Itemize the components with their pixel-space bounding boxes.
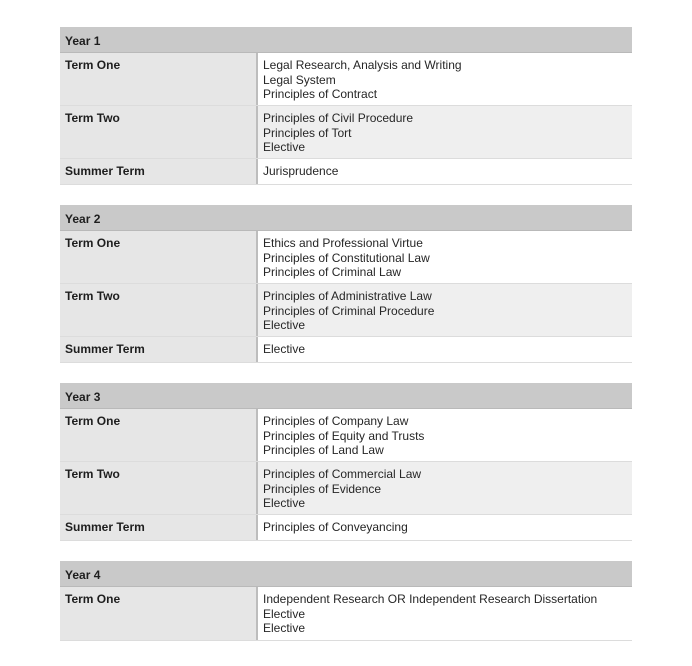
course-item: Elective <box>263 496 306 510</box>
course-item: Principles of Criminal Law <box>263 265 402 279</box>
course-item: Independent Research OR Independent Research Dissertation <box>263 592 598 606</box>
course-item: Principles of Land Law <box>263 443 384 457</box>
course-item: Principles of Company Law <box>263 414 409 428</box>
term-label: Summer Term <box>60 515 258 540</box>
course-item: Principles of Equity and Trusts <box>263 428 425 443</box>
course-item: Elective <box>263 606 306 621</box>
term-label: Term One <box>60 409 258 461</box>
term-row <box>60 159 632 185</box>
course-item: Principles of Criminal Procedure <box>263 303 435 318</box>
year-header: Year 1 <box>60 27 632 53</box>
term-row <box>60 462 632 515</box>
term-label: Term One <box>60 53 258 105</box>
course-list <box>258 53 632 105</box>
term-label: Summer Term <box>60 159 258 184</box>
course-item: Principles of Administrative Law <box>263 289 432 303</box>
course-list <box>258 231 632 283</box>
course-item: Elective <box>263 342 306 356</box>
year-header: Year 3 <box>60 383 632 409</box>
course-list <box>258 409 632 461</box>
course-list <box>258 337 632 362</box>
course-list <box>258 587 632 640</box>
course-list <box>258 159 632 184</box>
course-list <box>258 284 632 336</box>
course-item: Elective <box>263 140 306 154</box>
term-label: Term One <box>60 231 258 283</box>
year-3-table <box>60 383 632 541</box>
term-label: Term Two <box>60 106 258 158</box>
course-item: Principles of Contract <box>263 87 378 101</box>
course-item: Principles of Constitutional Law <box>263 250 430 265</box>
course-list <box>258 515 632 540</box>
course-item: Legal System <box>263 72 336 87</box>
course-list <box>258 106 632 158</box>
year-header: Year 4 <box>60 561 632 587</box>
course-list <box>258 462 632 514</box>
term-row <box>60 106 632 159</box>
year-header: Year 2 <box>60 205 632 231</box>
term-label: Term Two <box>60 284 258 336</box>
term-row <box>60 409 632 462</box>
course-item: Jurisprudence <box>263 164 339 178</box>
term-row <box>60 231 632 284</box>
course-item: Ethics and Professional Virtue <box>263 236 423 250</box>
term-row <box>60 515 632 541</box>
year-1-table <box>60 27 632 185</box>
course-item: Legal Research, Analysis and Writing <box>263 58 462 72</box>
course-item: Principles of Conveyancing <box>263 520 408 534</box>
term-label: Term One <box>60 587 258 640</box>
term-label: Term Two <box>60 462 258 514</box>
term-row <box>60 53 632 106</box>
course-item: Principles of Commercial Law <box>263 467 422 481</box>
year-2-table <box>60 205 632 363</box>
course-item: Principles of Evidence <box>263 481 382 496</box>
term-row <box>60 284 632 337</box>
course-item: Principles of Civil Procedure <box>263 111 414 125</box>
term-label: Summer Term <box>60 337 258 362</box>
year-4-table <box>60 561 632 641</box>
term-row <box>60 337 632 363</box>
term-row <box>60 587 632 641</box>
course-item: Elective <box>263 318 306 332</box>
course-item: Elective <box>263 621 306 635</box>
course-item: Principles of Tort <box>263 125 352 140</box>
